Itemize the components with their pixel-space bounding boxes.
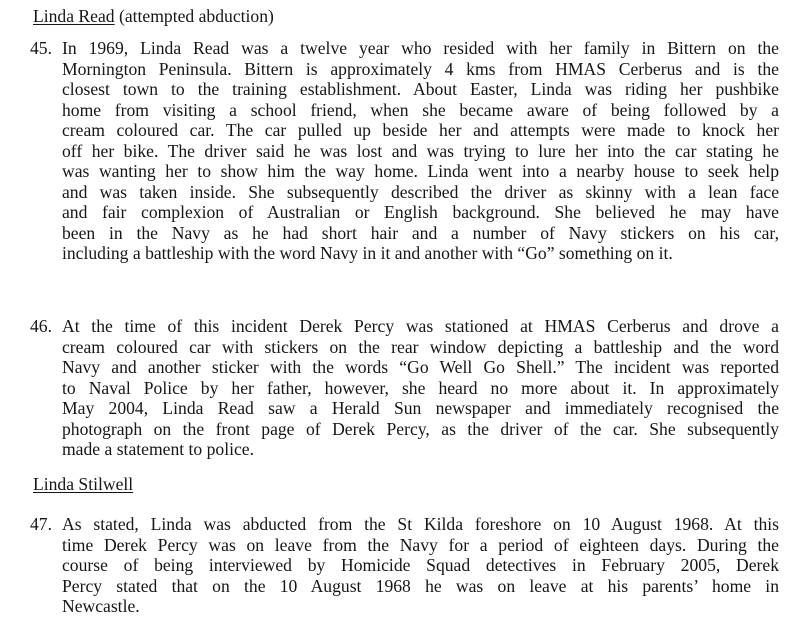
- paragraph-line: been in the Navy as he had short hair and a number of Navy stickers on his car,: [62, 222, 779, 243]
- paragraph-number: 46.: [30, 316, 52, 336]
- paragraph-line: and was taken inside. She subsequently described the driver as skinny with a lean face: [62, 181, 779, 202]
- paragraph-line: cream coloured car. The car pulled up beside her and attempts were made to knock her: [62, 120, 779, 140]
- paragraph-47: [30, 514, 779, 617]
- paragraph-line: and fair complexion of Australian or English background. She believed he may have: [62, 202, 779, 222]
- paragraph-46: [30, 316, 779, 460]
- paragraph-line: cream coloured car with stickers on the rear window depicting a battleship and the word: [62, 336, 779, 357]
- paragraph-line: made a statement to police.: [62, 439, 254, 459]
- paragraph-line: to Naval Police by her father, however, she heard no more about it. In approximately: [62, 377, 779, 398]
- paragraph-line: photograph on the front page of Derek Percy, as the driver of the car. She subsequently: [62, 418, 779, 439]
- heading-note: (attempted abduction): [114, 6, 274, 26]
- heading-name: Linda Read: [33, 6, 115, 26]
- paragraph-line: course of being interviewed by Homicide Squad detectives in February 2005, Derek: [62, 555, 779, 575]
- paragraph-line: was wanting her to show him the way home. Linda went into a nearby house to seek help: [62, 161, 779, 181]
- paragraph-line: time Derek Percy was on leave from the Navy for a period of eighteen days. During the: [62, 534, 779, 555]
- section-heading-linda-stilwell: [33, 474, 133, 494]
- paragraph-line: off her bike. The driver said he was lost and was trying to lure her into the car stating he: [62, 140, 779, 161]
- paragraph-line: May 2004, Linda Read saw a Herald Sun newspaper and immediately recognised the: [62, 398, 779, 418]
- paragraph-line: At the time of this incident Derek Percy was stationed at HMAS Cerberus and drove a: [62, 316, 779, 336]
- paragraph-line: Percy stated that on the 10 August 1968 he was on leave at his parents’ home in: [62, 575, 779, 596]
- paragraph-number: 45.: [30, 38, 52, 58]
- paragraph-line: Newcastle.: [62, 596, 140, 616]
- paragraph-line: Mornington Peninsula. Bittern is approximately 4 kms from HMAS Cerberus and is the: [62, 58, 779, 79]
- paragraph-number: 47.: [30, 514, 52, 534]
- paragraph-45: [30, 38, 779, 264]
- heading-name: Linda Stilwell: [33, 474, 134, 494]
- paragraph-line: closest town to the training establishment. About Easter, Linda was riding her pushbike: [62, 79, 779, 99]
- paragraph-line: Navy and another sticker with the words “Go Well Go Shell.” The incident was reported: [62, 357, 779, 377]
- paragraph-line: home from visiting a school friend, when she became aware of being followed by a: [62, 99, 779, 120]
- section-heading-linda-read: [33, 6, 274, 26]
- paragraph-line: In 1969, Linda Read was a twelve year who resided with her family in Bittern on the: [62, 38, 779, 58]
- paragraph-line: As stated, Linda was abducted from the St Kilda foreshore on 10 August 1968. At this: [62, 514, 779, 534]
- paragraph-line: including a battleship with the word Navy in it and another with “Go” something on it.: [62, 243, 673, 263]
